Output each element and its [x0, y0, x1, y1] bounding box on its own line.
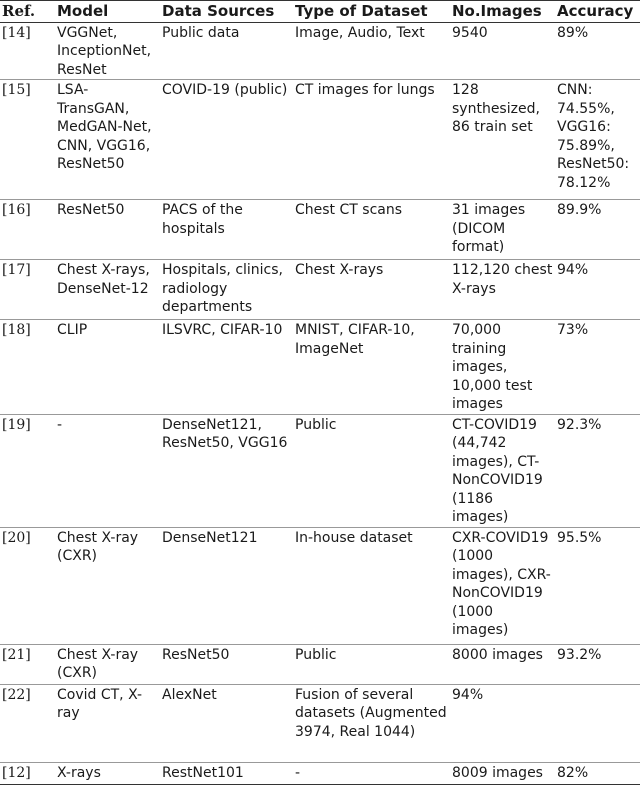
table-row — [0, 684, 640, 762]
cell-model: CLIP — [57, 322, 88, 338]
cell-type-of-dataset: CT images for lungs — [295, 82, 435, 98]
cell-type-of-dataset: - — [295, 764, 301, 781]
table-row — [0, 200, 640, 260]
cell-data-sources: DenseNet121 — [162, 529, 258, 546]
cell-no-images: CXR-COVID19 (1000 images), CXR-NonCOVID19 (1000 images) — [452, 529, 551, 638]
cell-model: Chest X-ray (CXR) — [57, 646, 139, 681]
cell-accuracy: 92.3% — [557, 416, 602, 433]
cell-data-sources: ILSVRC, CIFAR-10 — [162, 322, 283, 338]
cell-type-of-dataset: MNIST, CIFAR-10, ImageNet — [295, 322, 415, 357]
cell-ref: [20] — [2, 529, 31, 546]
cell-no-images: 112,120 chest X-rays — [452, 262, 553, 297]
cell-ref: [18] — [2, 322, 31, 338]
cell-model: Covid CT, X-ray — [57, 686, 143, 721]
cell-accuracy: CNN: 74.55%, VGG16: 75.89%, ResNet50: 78.12% — [557, 82, 630, 191]
table-row — [0, 414, 640, 527]
cell-type-of-dataset: Image, Audio, Text — [295, 24, 425, 41]
cell-data-sources: DenseNet121, ResNet50, VGG16 — [162, 416, 288, 451]
cell-accuracy — [555, 684, 640, 762]
cell-type-of-dataset: Chest X-rays — [295, 262, 384, 278]
cell-no-images: 8000 images — [452, 646, 543, 663]
cell-data-sources: Hospitals, clinics, radiology departments — [162, 262, 283, 315]
cell-model: ResNet50 — [57, 202, 125, 218]
cell-no-images: 31 images (DICOM format) — [452, 202, 526, 255]
cell-ref: [17] — [2, 262, 31, 278]
cell-no-images: CT-COVID19 (44,742 images), CT-NonCOVID19 (1186 images) — [452, 416, 543, 525]
table-body — [0, 22, 640, 784]
cell-ref: [21] — [2, 646, 31, 663]
cell-type-of-dataset: In-house dataset — [295, 529, 413, 546]
cell-accuracy: 89.9% — [557, 202, 602, 218]
header-accuracy: Accuracy — [555, 1, 640, 23]
cell-no-images: 70,000 training images, 10,000 test images — [452, 322, 533, 412]
cell-data-sources: AlexNet — [162, 686, 217, 703]
cell-ref: [12] — [2, 764, 31, 781]
cell-no-images: 128 synthesized, 86 train set — [452, 82, 540, 135]
table-row — [0, 762, 640, 784]
cell-data-sources: PACS of the hospitals — [162, 202, 243, 237]
cell-data-sources: COVID-19 (public) — [162, 82, 288, 98]
header-row — [0, 1, 640, 23]
cell-no-images: 8009 images — [452, 764, 543, 781]
cell-ref: [16] — [2, 202, 31, 218]
cell-accuracy: 93.2% — [557, 646, 602, 663]
cell-model: - — [57, 416, 63, 433]
cell-data-sources: RestNet101 — [162, 764, 244, 781]
cell-data-sources: ResNet50 — [162, 646, 230, 663]
cell-type-of-dataset: Public — [295, 646, 337, 663]
table-row — [0, 527, 640, 644]
cell-ref: [22] — [2, 686, 31, 703]
cell-accuracy: 82% — [557, 764, 589, 781]
cell-model: VGGNet, InceptionNet, ResNet — [57, 24, 152, 78]
table-header — [0, 1, 640, 23]
cell-data-sources: Public data — [162, 24, 240, 41]
table-row — [0, 22, 640, 80]
header-model: Model — [55, 1, 160, 23]
header-type-of-dataset: Type of Dataset — [293, 1, 450, 23]
table-row — [0, 644, 640, 684]
header-no-images: No.Images — [450, 1, 555, 23]
cell-accuracy: 94% — [557, 262, 589, 278]
header-ref: Ref. — [0, 1, 55, 23]
cell-type-of-dataset: Fusion of several datasets (Augmented 3974, Real 1044) — [295, 686, 447, 740]
cell-ref: [15] — [2, 82, 31, 98]
header-data-sources: Data Sources — [160, 1, 293, 23]
table-row — [0, 320, 640, 415]
cell-model: Chest X-rays, DenseNet-12 — [57, 262, 150, 297]
cell-accuracy: 89% — [557, 24, 589, 41]
cell-type-of-dataset: Public — [295, 416, 337, 433]
cell-model: LSA-TransGAN, MedGAN-Net, CNN, VGG16, ResNet50 — [57, 82, 152, 172]
cell-ref: [19] — [2, 416, 31, 433]
cell-type-of-dataset: Chest CT scans — [295, 202, 403, 218]
cell-no-images: 94% — [452, 686, 484, 703]
table-row — [0, 80, 640, 200]
table-row — [0, 260, 640, 320]
cell-ref: [14] — [2, 24, 31, 41]
cell-model: Chest X-ray (CXR) — [57, 529, 139, 564]
cell-accuracy: 95.5% — [557, 529, 602, 546]
cell-no-images: 9540 — [452, 24, 488, 41]
cell-accuracy: 73% — [557, 322, 589, 338]
cell-model: X-rays — [57, 764, 101, 781]
